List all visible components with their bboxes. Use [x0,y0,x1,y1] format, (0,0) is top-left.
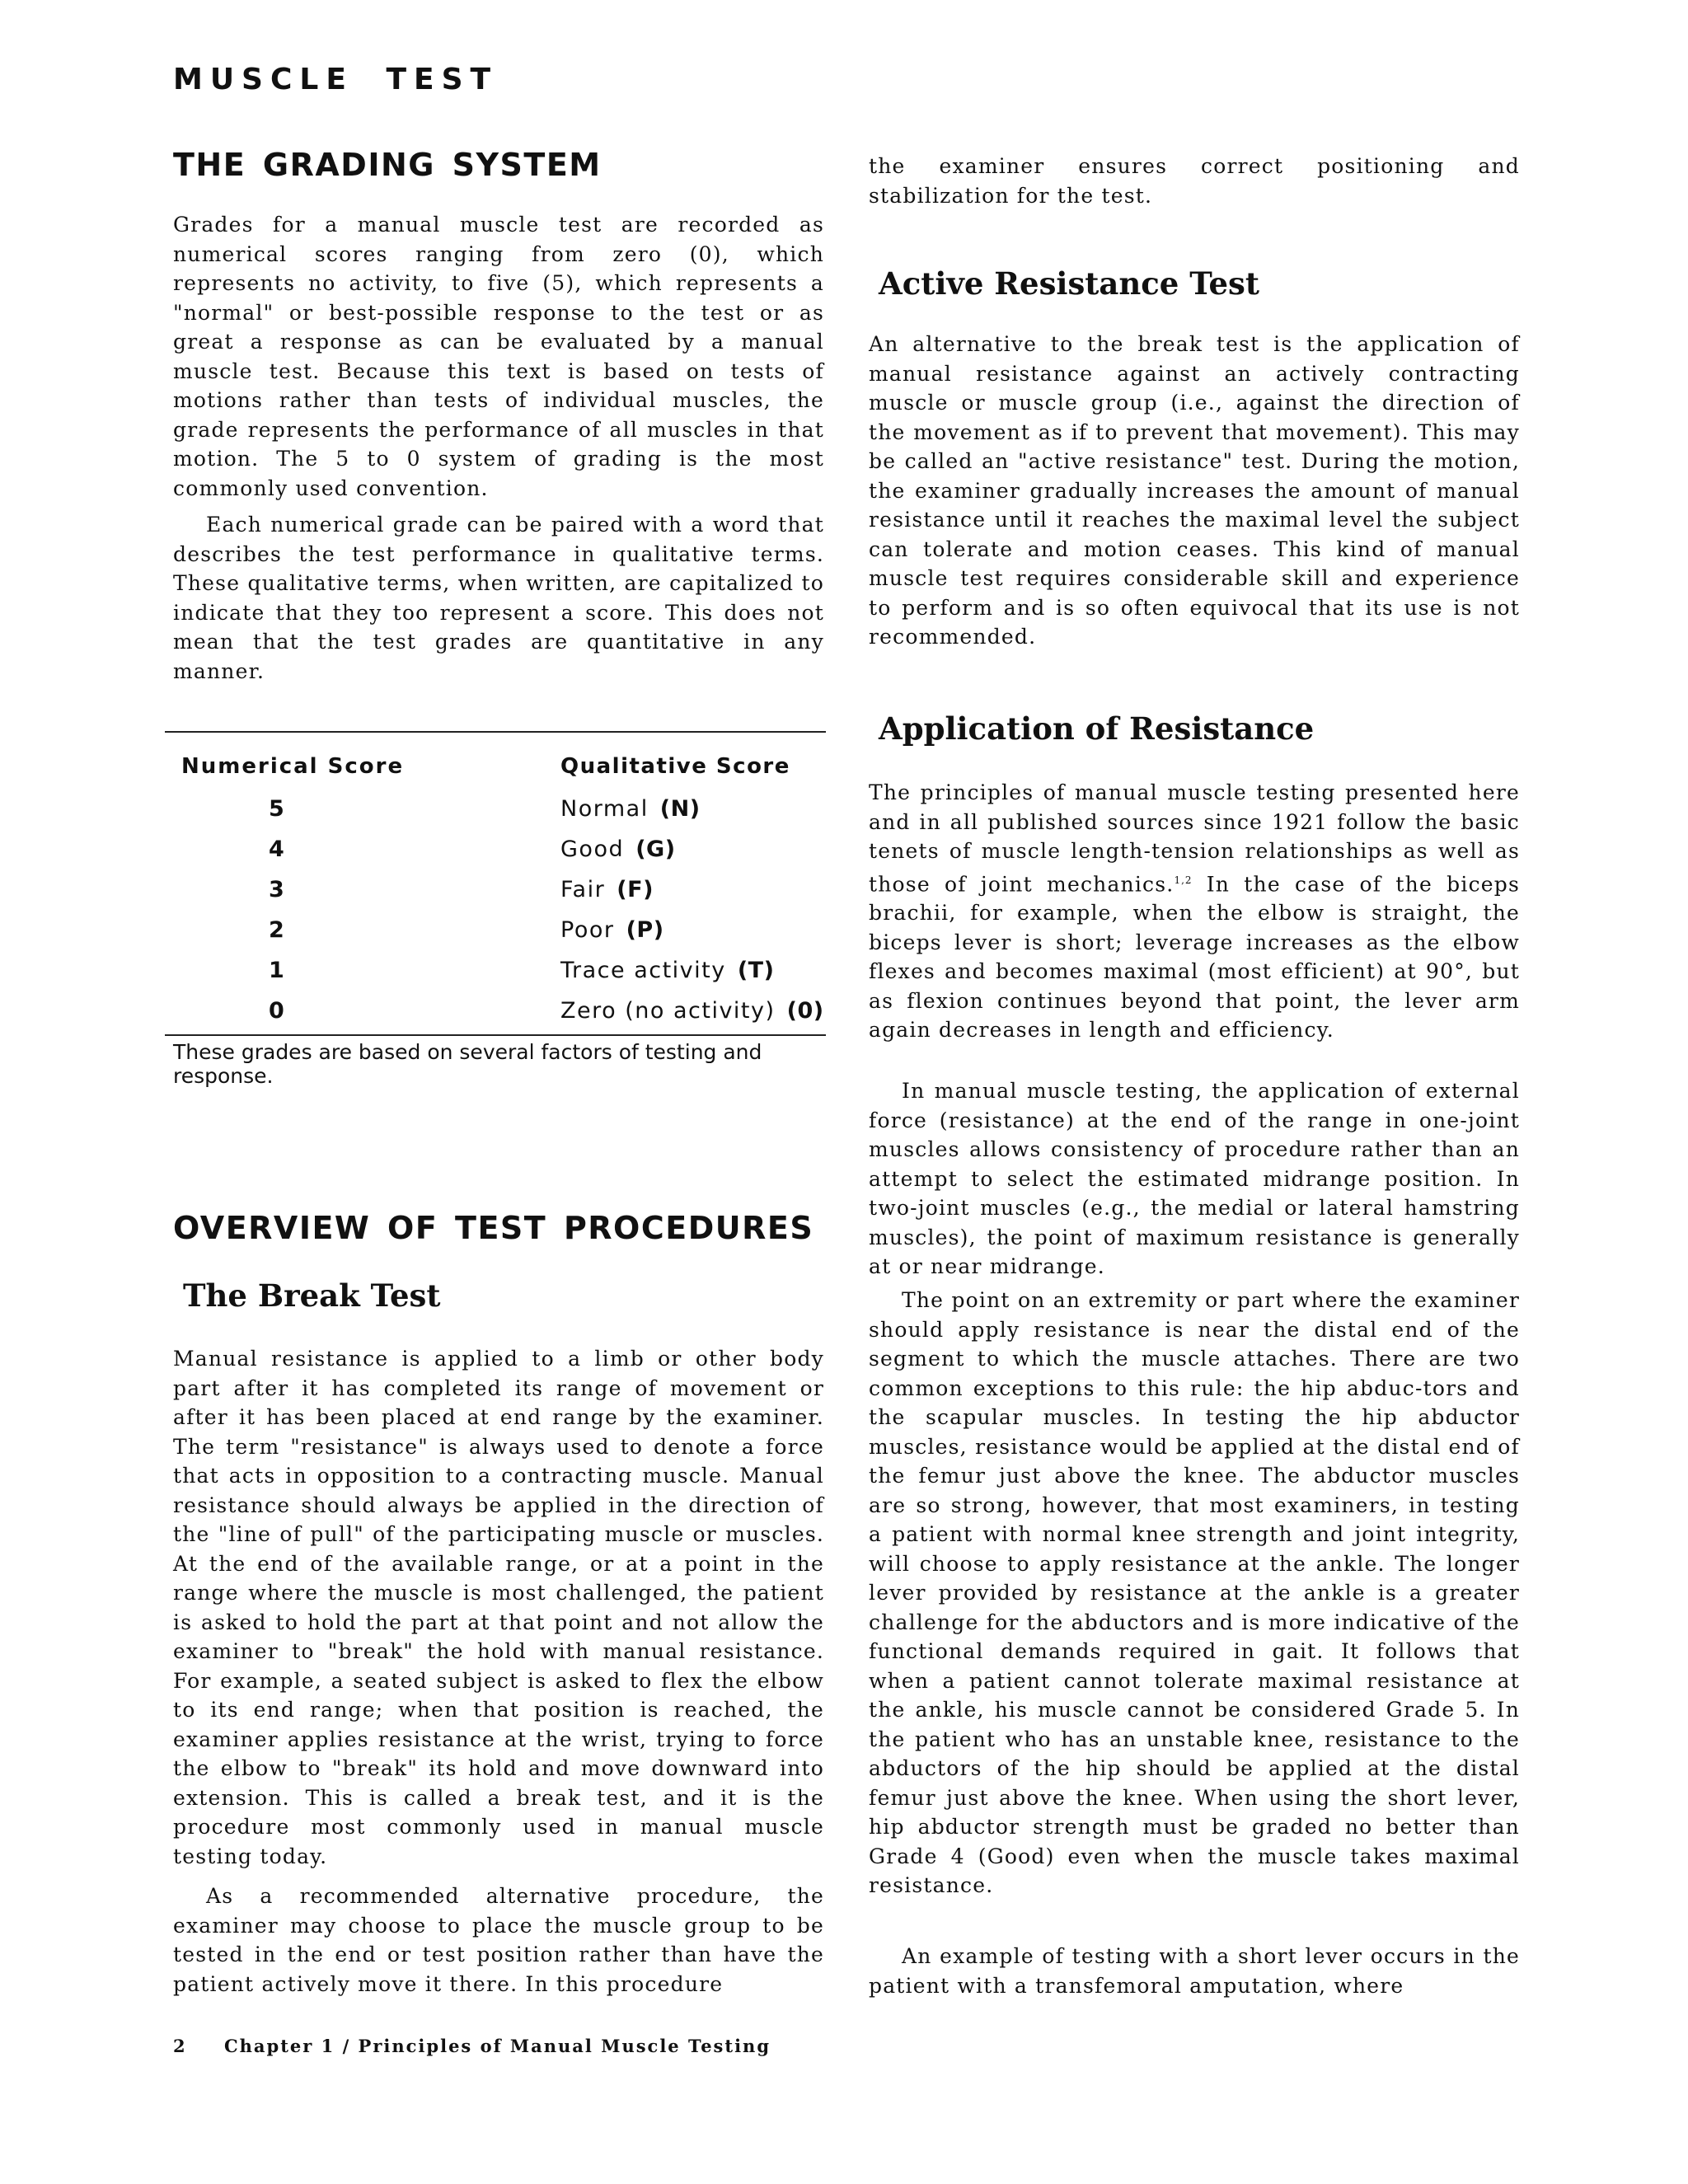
break-test-heading: The Break Test [183,1277,441,1314]
qualitative-abbr: (P) [626,917,664,943]
numerical-score: 3 [269,877,284,902]
qualitative-word: Normal [560,796,649,822]
table-header-numerical: Numerical Score [181,754,405,779]
grading-table [165,731,826,1036]
qualitative-word: Fair [560,877,606,902]
application-paragraph-1-text-cont: In the case of the biceps brachii, for example, when the elbow is straight, the biceps lever is short; leverage increases as the elbow flexes and becomes maximal (most efficient) at 90°, but as flexion continues beyond that point, the lever arm again decreases in length and efficiency. [869,871,1520,1043]
table-header-row [165,733,826,779]
qualitative-abbr: (T) [737,958,775,983]
qualitative-word: Poor [560,917,615,943]
page-footer [173,2036,771,2056]
reference-superscript: 1,2 [1174,874,1193,886]
qualitative-score [560,796,826,822]
numerical-score: 1 [269,958,284,983]
break-test-paragraph-1: Manual resistance is applied to a limb or other body part after it has completed its range of movement or after it has been placed at end range by the examiner. The term "resistance" is always used to denote a force that acts in opposition to a contracting muscle. Manual resistance should always be applied in the direction of the "line of pull" of the participating muscle or muscles. At the end of the available range, or at a point in the range where the muscle is most challenged, the patient is asked to hold the part at that point and not allow the examiner to "break" the hold with manual resistance. For example, a seated subject is asked to flex the elbow to its end range; when that position is reached, the examiner applies resistance at the wrist, trying to force the elbow to "break" its hold and move downward into extension. This is called a break test, and it is the procedure most commonly used in manual muscle testing today. [173,1347,824,1868]
qualitative-abbr: (G) [635,837,676,862]
qualitative-score [560,998,826,1024]
active-resistance-paragraph: An alternative to the break test is the application of manual resistance against an actively contracting muscle or muscle group (i.e., against the direction of the movement as if to prevent that movement). This may be called an "active resistance" test. During the motion, the examiner gradually increases the amount of manual resistance until it reaches the maximal level the subject can tolerate and motion ceases. This kind of manual muscle test requires considerable skill and experience to perform and is so often equivocal that its use is not recommended. [869,332,1520,649]
numerical-score: 0 [269,998,284,1024]
table-row [165,910,826,950]
qualitative-score [560,958,826,983]
qualitative-score [560,917,826,943]
application-paragraph-2: In manual muscle testing, the application of external force (resistance) at the end of the range in one-joint muscles allows consistency of procedure rather than an attempt to select the estimated midrange position. In two-joint muscles (e.g., the medial or lateral hamstring muscles), the point of maximum resistance is generally at or near midrange. [869,1079,1520,1278]
table-header-qualitative: Qualitative Score [560,754,790,779]
overview-heading: OVERVIEW OF TEST PROCEDURES [173,1210,814,1246]
grading-paragraph-2: Each numerical grade can be paired with a word that describes the test performance in qualitative terms. These qualitative terms, when written, are capitalized to indicate that they too represent a score. This does not mean that the test grades are quantitative in any manner. [173,513,824,683]
application-of-resistance-heading: Application of Resistance [879,710,1315,747]
table-row [165,950,826,991]
running-head: MUSCLE TEST [173,63,499,96]
qualitative-word: Zero (no activity) [560,998,776,1024]
table-row [165,869,826,910]
break-test-paragraph-2: As a recommended alternative procedure, the examiner may choose to place the muscle group to be tested in the end or test position rather than have the patient actively move it there. In this procedure [173,1884,824,1996]
table-row [165,991,826,1031]
qualitative-score [560,837,826,862]
table-row [165,829,826,869]
table-note: These grades are based on several factors of testing and response. [173,1040,762,1088]
numerical-score: 5 [269,796,284,822]
numerical-score: 4 [269,837,284,862]
qualitative-abbr: (F) [617,877,654,902]
active-resistance-heading: Active Resistance Test [879,265,1259,302]
qualitative-score [560,877,826,902]
application-paragraph-1 [869,778,1520,1045]
grading-system-heading: THE GRADING SYSTEM [173,147,602,183]
numerical-score: 2 [269,917,284,943]
application-paragraph-4: An example of testing with a short lever occurs in the patient with a transfemoral amputation, where [869,1944,1520,1998]
qualitative-abbr: (0) [786,998,824,1024]
grading-paragraph-1: Grades for a manual muscle test are recorded as numerical scores ranging from zero (0), which represents no activity, to five (5), which represents a "normal" or best-possible response to the test or as great a response as can be evaluated by a manual muscle test. Because this text is based on tests of motions rather than tests of individual muscles, the grade represents the performance of all muscles in that motion. The 5 to 0 system of grading is the most commonly used convention. [173,213,824,500]
chapter-title: Chapter 1 / Principles of Manual Muscle Testing [223,2036,771,2056]
page-number: 2 [173,2036,187,2056]
application-paragraph-3: The point on an extremity or part where the examiner should apply resistance is near the distal end of the segment to which the muscle attaches. There are two common exceptions to this rule: the hip abduc-tors and the scapular muscles. In testing the hip abductor muscles, resistance would be applied at the distal end of the femur just above the knee. The abductor muscles are so strong, however, that most examiners, in testing a patient with normal knee strength and joint integrity, will choose to apply resistance at the ankle. The longer lever provided by resistance at the ankle is a greater challenge for the abductors and is more indicative of the functional demands required in gait. It follows that when a patient cannot tolerate maximal resistance at the ankle, his muscle cannot be considered Grade 5. In the patient who has an unstable knee, resistance to the abductors of the hip should be applied at the distal femur just above the knee. When using the short lever, hip abductor strength must be graded no better than Grade 4 (Good) even when the muscle takes maximal resistance. [869,1288,1520,1897]
table-row [165,789,826,829]
qualitative-word: Good [560,837,625,862]
application-paragraph-1-text: The principles of manual muscle testing presented here and in all published sources since 1921 follow the basic tenets of muscle length-tension relationships as well as those of joint mechanics. [869,780,1520,896]
continued-paragraph: the examiner ensures correct positioning and stabilization for the test. [869,154,1520,208]
qualitative-abbr: (N) [659,796,701,822]
qualitative-word: Trace activity [560,958,726,983]
table-bottom-rule [165,1034,826,1036]
